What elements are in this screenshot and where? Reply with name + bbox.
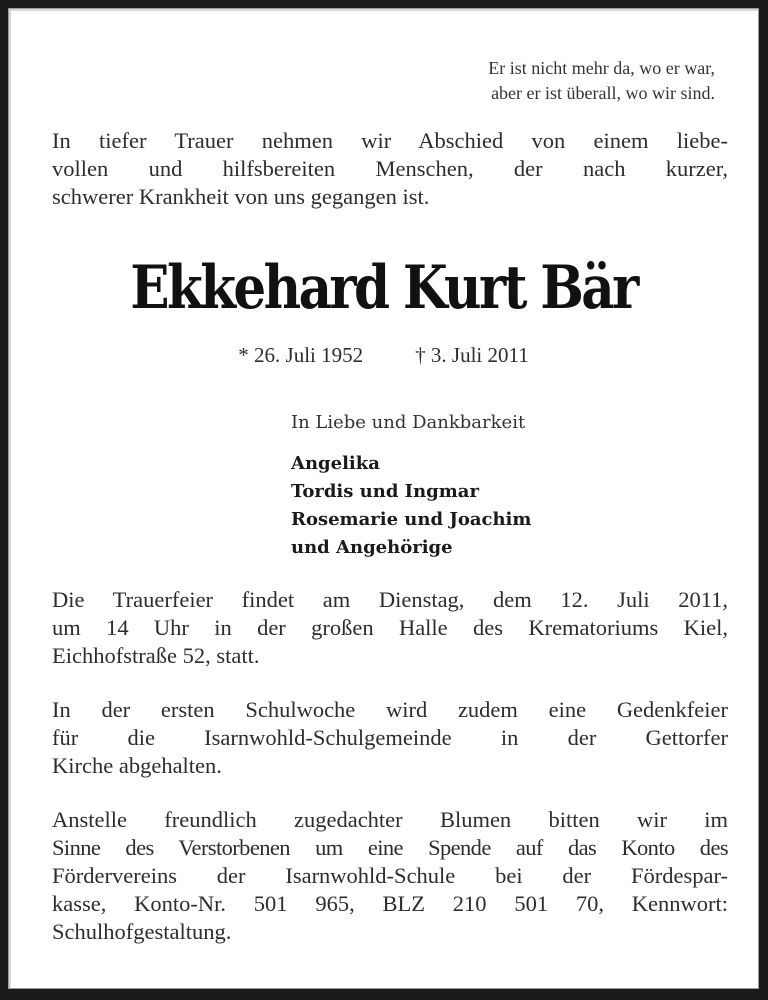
funeral-paragraph xyxy=(52,586,728,670)
mourners-list xyxy=(291,450,531,562)
text-line: In tiefer Trauer nehmen wir Abschied von einem liebe- xyxy=(52,128,728,153)
mourner: Tordis und Ingmar xyxy=(291,481,479,502)
mourner: und Angehörige xyxy=(291,537,453,558)
text-line: um 14 Uhr in der großen Halle des Krematoriums Kiel, xyxy=(52,615,728,640)
life-dates xyxy=(8,343,759,368)
text-line: In der ersten Schulwoche wird zudem eine Gedenkfeier xyxy=(52,697,728,722)
text-line: Anstelle freundlich zugedachter Blumen bitten wir im xyxy=(52,807,728,832)
obituary-page xyxy=(8,8,759,989)
text-line: vollen und hilfsbereiten Menschen, der nach kurzer, xyxy=(52,156,728,181)
birth-date: * 26. Juli 1952 xyxy=(238,343,364,367)
text-line: Sinne des Verstorbenen um eine Spende auf das Konto des xyxy=(52,835,728,860)
intro-paragraph xyxy=(52,127,728,211)
motto-line: aber er ist überall, wo wir sind. xyxy=(491,83,715,103)
donation-paragraph xyxy=(52,806,728,946)
mourner: Angelika xyxy=(291,453,380,474)
motto-line: Er ist nicht mehr da, wo er war, xyxy=(488,58,715,78)
motto-quote xyxy=(488,56,715,106)
text-line: kasse, Konto-Nr. 501 965, BLZ 210 501 70, Kennwort: xyxy=(52,891,728,916)
text-line: schwerer Krankheit von uns gegangen ist. xyxy=(52,184,430,209)
text-line: Kirche abgehalten. xyxy=(52,753,222,778)
deceased-name: Ekkehard Kurt Bär xyxy=(130,253,637,323)
text-line: Die Trauerfeier findet am Dienstag, dem 12. Juli 2011, xyxy=(52,587,728,612)
death-date: † 3. Juli 2011 xyxy=(415,343,529,367)
thanks-line: In Liebe und Dankbarkeit xyxy=(291,412,526,433)
memorial-paragraph xyxy=(52,696,728,780)
text-line: für die Isarnwohld-Schulgemeinde in der Gettorfer xyxy=(52,725,728,750)
text-line: Eichhofstraße 52, statt. xyxy=(52,643,260,668)
text-line: Schulhofgestaltung. xyxy=(52,919,232,944)
mourner: Rosemarie und Joachim xyxy=(291,509,532,530)
text-line: Fördervereins der Isarnwohld-Schule bei der Fördespar- xyxy=(52,863,728,888)
